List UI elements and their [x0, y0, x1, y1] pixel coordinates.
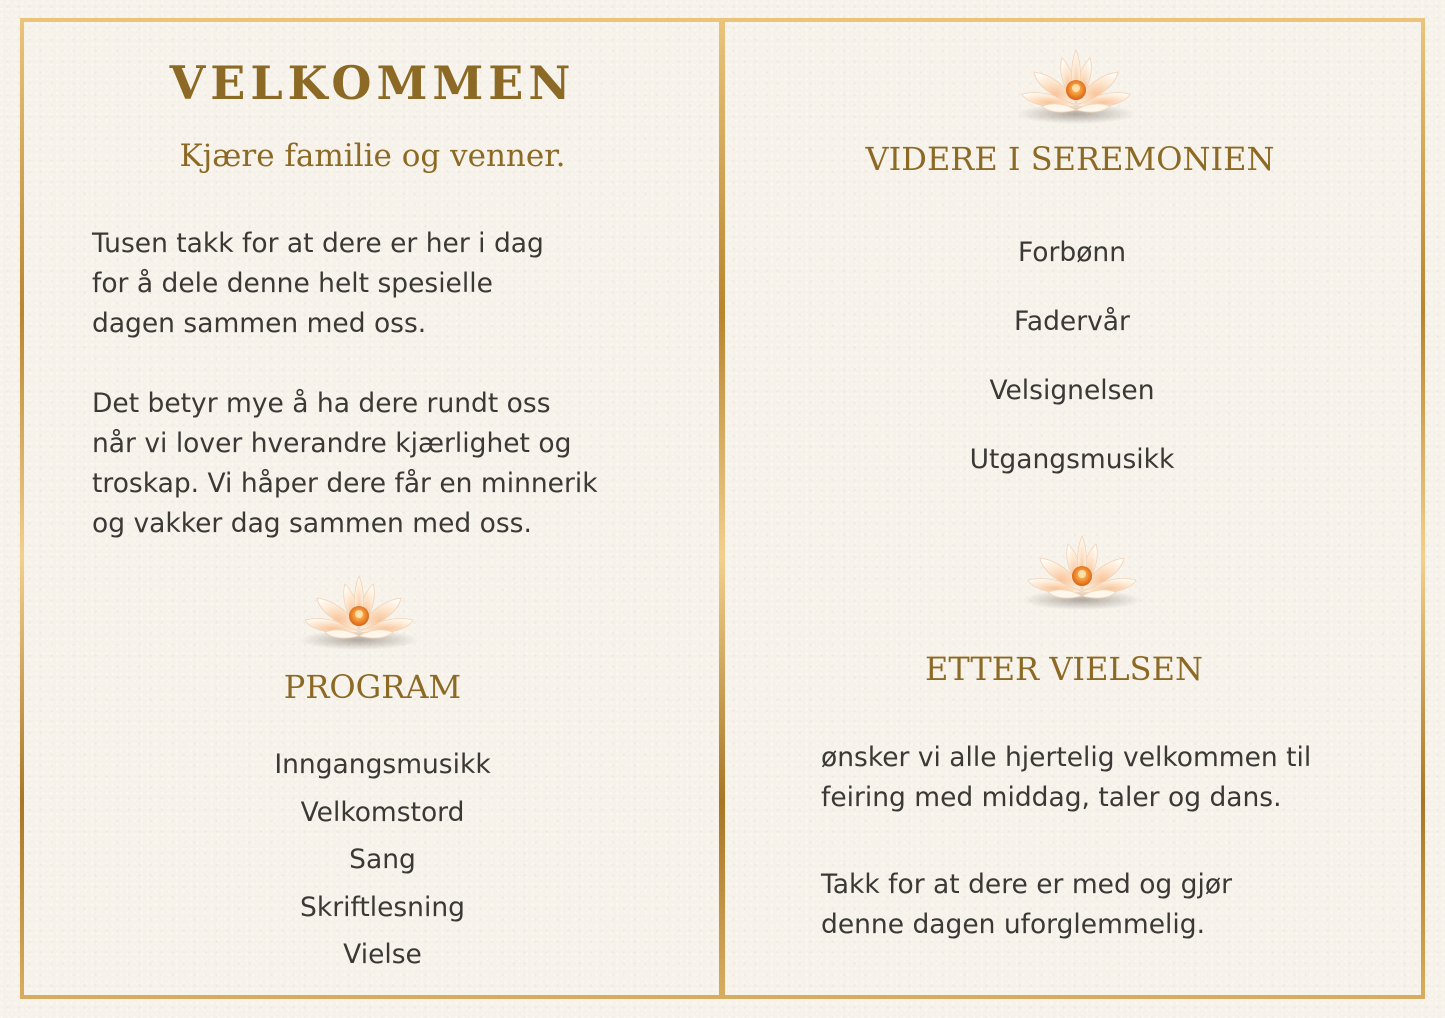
program-item: Vielse — [343, 939, 422, 970]
after-paragraph-2: Takk for at dere er med og gjør denne dagen uforglemmelig. — [821, 869, 1232, 940]
ceremony-item: Utgangsmusikk — [969, 444, 1175, 475]
welcome-title: VELKOMMEN — [169, 56, 576, 110]
right-panel — [719, 18, 1425, 999]
ceremony-list — [723, 218, 1421, 494]
program-item: Velkomstord — [300, 796, 465, 828]
lotus-flower-icon — [1014, 44, 1138, 128]
greeting: Kjære familie og venner. — [179, 138, 566, 174]
after-ceremony-heading: ETTER VIELSEN — [925, 650, 1203, 688]
welcome-paragraph-1: Tusen takk for at dere er her i dag for å dele denne helt spesielle dagen sammen med oss. — [92, 228, 544, 339]
program-list — [34, 741, 731, 979]
program-heading: PROGRAM — [283, 668, 462, 706]
ceremony-item: Forbønn — [1017, 237, 1127, 268]
after-paragraph-1: ønsker vi alle hjertelig velkommen til feiring med middag, taler og dans. — [821, 742, 1312, 813]
ceremony-item: Fadervår — [1014, 306, 1130, 337]
welcome-paragraph-2: Det betyr mye å ha dere rundt oss når vi lover hverandre kjærlighet og troskap. Vi håper dere får en minnerik og vakker dag sammen med oss. — [92, 388, 598, 539]
program-item: Sang — [349, 844, 416, 875]
ceremony-item: Velsignelsen — [989, 375, 1155, 406]
lotus-flower-icon — [297, 570, 421, 654]
program-item: Skriftlesning — [300, 891, 465, 923]
program-item: Inngangsmusikk — [274, 749, 491, 780]
lotus-flower-icon — [1020, 530, 1144, 614]
left-panel — [20, 18, 725, 999]
ceremony-heading: VIDERE I SEREMONIEN — [865, 140, 1275, 178]
